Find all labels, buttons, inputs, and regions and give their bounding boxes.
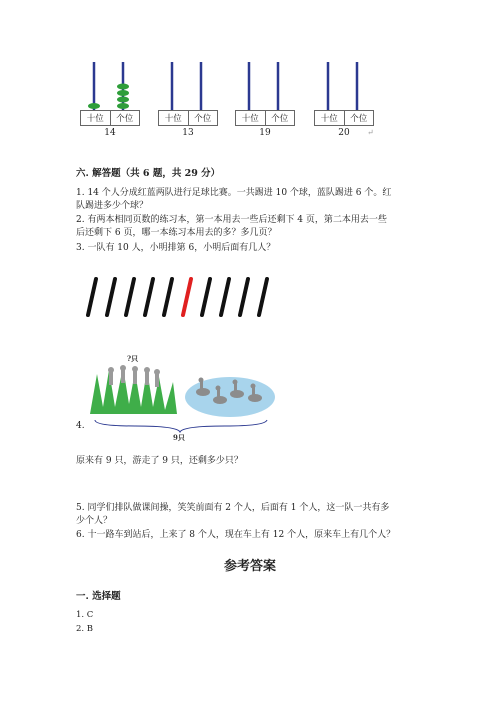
- question-1: [76, 187, 431, 213]
- abacus-rods: [235, 62, 297, 112]
- ones-label: 个位: [194, 114, 212, 124]
- question-3: 3. 一队有 10 人，小明排第 6，小明后面有几人？: [76, 243, 276, 253]
- abacus-rods: [158, 62, 220, 112]
- ones-label: 个位: [350, 114, 368, 124]
- tens-label: 十位: [315, 111, 345, 125]
- return-mark: ↵: [367, 128, 374, 137]
- abacus-rods: [80, 62, 142, 112]
- abacus-number: 20: [338, 128, 350, 138]
- stick: [202, 279, 210, 315]
- question-5: [76, 502, 431, 528]
- geese-bottom-label: 9只: [173, 433, 185, 442]
- tens-label: 十位: [236, 111, 266, 125]
- question-line: 5. 同学们排队做课间操，笑笑前面有 2 个人，后面有 1 个人，这一队一共有多: [76, 503, 390, 513]
- ones-label: 个位: [271, 114, 289, 124]
- question-6: 6. 十一路车到站后，上来了 8 个人，现在车上有 12 个人，原来车上有几个人？: [76, 530, 396, 540]
- stick: [221, 279, 229, 315]
- abacus-rods: [314, 62, 376, 112]
- abacus-13: [158, 62, 220, 142]
- stick-xiaoming: [183, 279, 191, 315]
- abacus-number: 13: [182, 128, 194, 138]
- section-title: 六. 解答题（共 6 题，共 29 分）: [76, 168, 221, 179]
- stick: [107, 279, 115, 315]
- question-4-text: 原来有 9 只，游走了 9 只，还剩多少只？: [76, 456, 243, 466]
- answers-title: 参考答案: [223, 559, 276, 574]
- question-line: 少个人？: [76, 516, 113, 526]
- question-4-label: 4.: [76, 421, 85, 431]
- question-line: 队踢进多少个球？: [76, 201, 149, 211]
- abacus-frame: [314, 110, 374, 126]
- stick: [259, 279, 267, 315]
- question-line: 1. 14 个人分成红蓝两队进行足球比赛。一共踢进 10 个球，蓝队踢进 6 个。红: [76, 188, 392, 198]
- stick: [145, 279, 153, 315]
- tens-label: 十位: [81, 111, 111, 125]
- abacus-number: 19: [259, 128, 271, 138]
- ones-label: 个位: [116, 114, 134, 124]
- bead: [117, 97, 129, 103]
- abacus-frame: [158, 110, 218, 126]
- answers-section-title: 一. 选择题: [76, 591, 121, 602]
- bead: [117, 103, 129, 109]
- tens-label: 十位: [159, 111, 189, 125]
- abacus-frame: [235, 110, 295, 126]
- bead: [117, 90, 129, 96]
- geese-top-label: ?只: [127, 354, 139, 363]
- answer-item: 1. C: [76, 610, 94, 620]
- question-2: [76, 214, 431, 240]
- stick: [88, 279, 96, 315]
- abacus-14: [80, 62, 142, 142]
- stick: [126, 279, 134, 315]
- stick: [164, 279, 172, 315]
- stick: [240, 279, 248, 315]
- abacus-19: [235, 62, 297, 142]
- bead: [88, 103, 100, 109]
- question-line: 2. 有两本相同页数的练习本，第一本用去一些后还剩下 4 页，第二本用去一些: [76, 215, 387, 225]
- abacus-frame: [80, 110, 140, 126]
- answer-item: 2. B: [76, 624, 94, 634]
- geese-in-grass: [108, 365, 160, 387]
- question-line: 后还剩下 6 页，哪一本练习本用去的多？多几页？: [76, 228, 277, 238]
- abacus-number: 14: [104, 128, 116, 138]
- bead: [117, 84, 129, 90]
- queue-sticks: [80, 275, 280, 320]
